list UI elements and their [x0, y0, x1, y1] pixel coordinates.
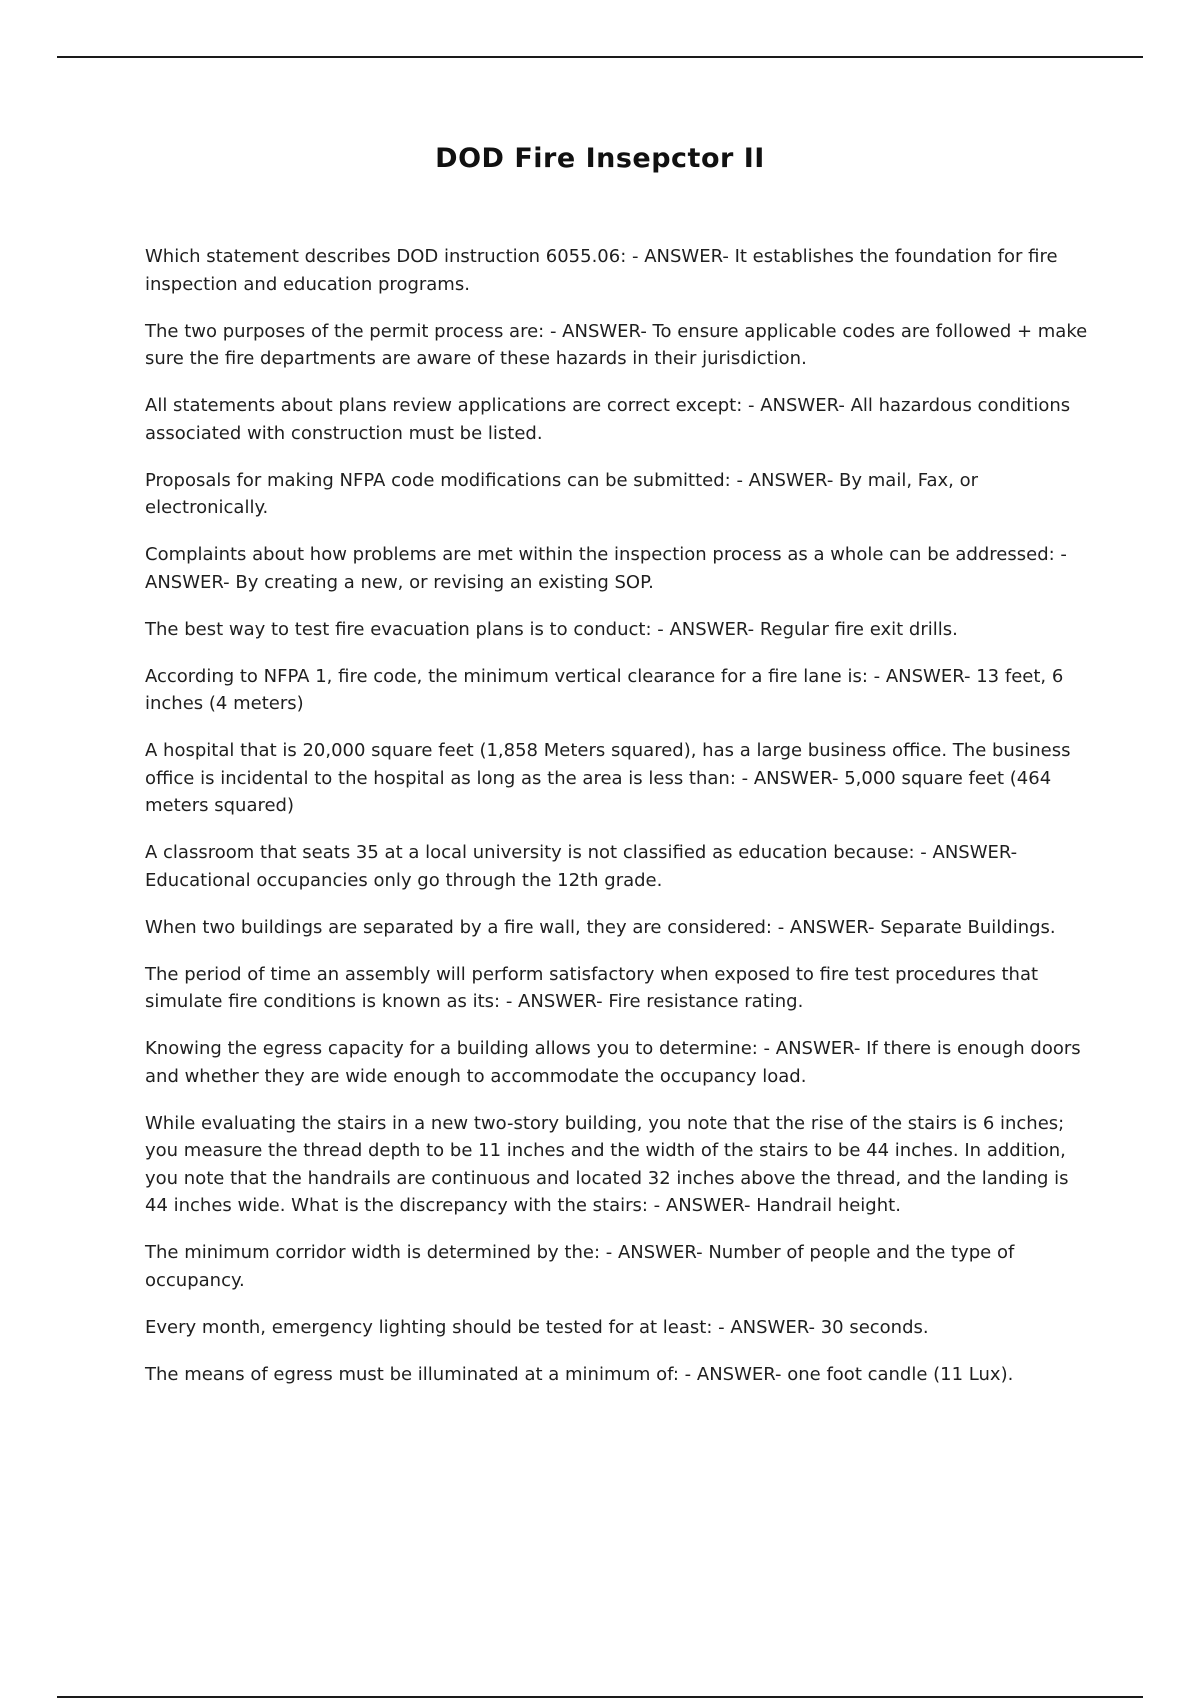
- qa-item-6: The best way to test fire evacuation plans is to conduct: - ANSWER- Regular fire exit drills.: [145, 618, 958, 640]
- qa-item-4: Proposals for making NFPA code modifications can be submitted: - ANSWER- By mail, Fax, or electronically.: [145, 469, 979, 518]
- qa-item-13: While evaluating the stairs in a new two-story building, you note that the rise of the stairs is 6 inches; you measure the thread depth to be 11 inches and the width of the stairs to be 44 inches. In addition, you note that the handrails are continuous and located 32 inches above the thread, and the landing is 44 inches wide. What is the discrepancy with the stairs: - ANSWER- Handrail height.: [145, 1112, 1069, 1216]
- qa-item-2: The two purposes of the permit process are: - ANSWER- To ensure applicable codes are followed + make sure the fire departments are aware of these hazards in their jurisdiction.: [145, 320, 1088, 369]
- qa-item-5: Complaints about how problems are met within the inspection process as a whole can be addressed: - ANSWER- By creating a new, or revising an existing SOP.: [145, 544, 1067, 593]
- footer-rule: [57, 1696, 1143, 1698]
- qa-item-11: The period of time an assembly will perform satisfactory when exposed to fire test procedures that simulate fire conditions is known as its: - ANSWER- Fire resistance rating.: [145, 963, 1039, 1012]
- qa-list: [145, 243, 1090, 1408]
- header-rule: [57, 56, 1143, 58]
- qa-item-10: When two buildings are separated by a fire wall, they are considered: - ANSWER- Separate Buildings.: [145, 916, 1056, 938]
- qa-item-12: Knowing the egress capacity for a building allows you to determine: - ANSWER- If there is enough doors and whether they are wide enough to accommodate the occupancy load.: [145, 1038, 1081, 1087]
- qa-item-7: According to NFPA 1, fire code, the minimum vertical clearance for a fire lane is: - ANSWER- 13 feet, 6 inches (4 meters): [145, 665, 1064, 714]
- document-title: DOD Fire Insepctor II: [435, 143, 765, 174]
- qa-item-8: A hospital that is 20,000 square feet (1,858 Meters squared), has a large business office. The business office is incidental to the hospital as long as the area is less than: - ANSWER- 5,000 square feet (464 meters squared): [145, 740, 1071, 816]
- qa-item-9: A classroom that seats 35 at a local university is not classified as education because: - ANSWER- Educational occupancies only go through the 12th grade.: [145, 842, 1018, 891]
- qa-item-16: The means of egress must be illuminated at a minimum of: - ANSWER- one foot candle (11 Lux).: [145, 1363, 1014, 1385]
- qa-item-1: Which statement describes DOD instruction 6055.06: - ANSWER- It establishes the foundation for fire inspection and education programs.: [145, 246, 1058, 295]
- qa-item-14: The minimum corridor width is determined by the: - ANSWER- Number of people and the type of occupancy.: [145, 1242, 1015, 1291]
- qa-item-3: All statements about plans review applications are correct except: - ANSWER- All hazardous conditions associated with construction must be listed.: [145, 395, 1071, 444]
- qa-item-15: Every month, emergency lighting should be tested for at least: - ANSWER- 30 seconds.: [145, 1316, 929, 1338]
